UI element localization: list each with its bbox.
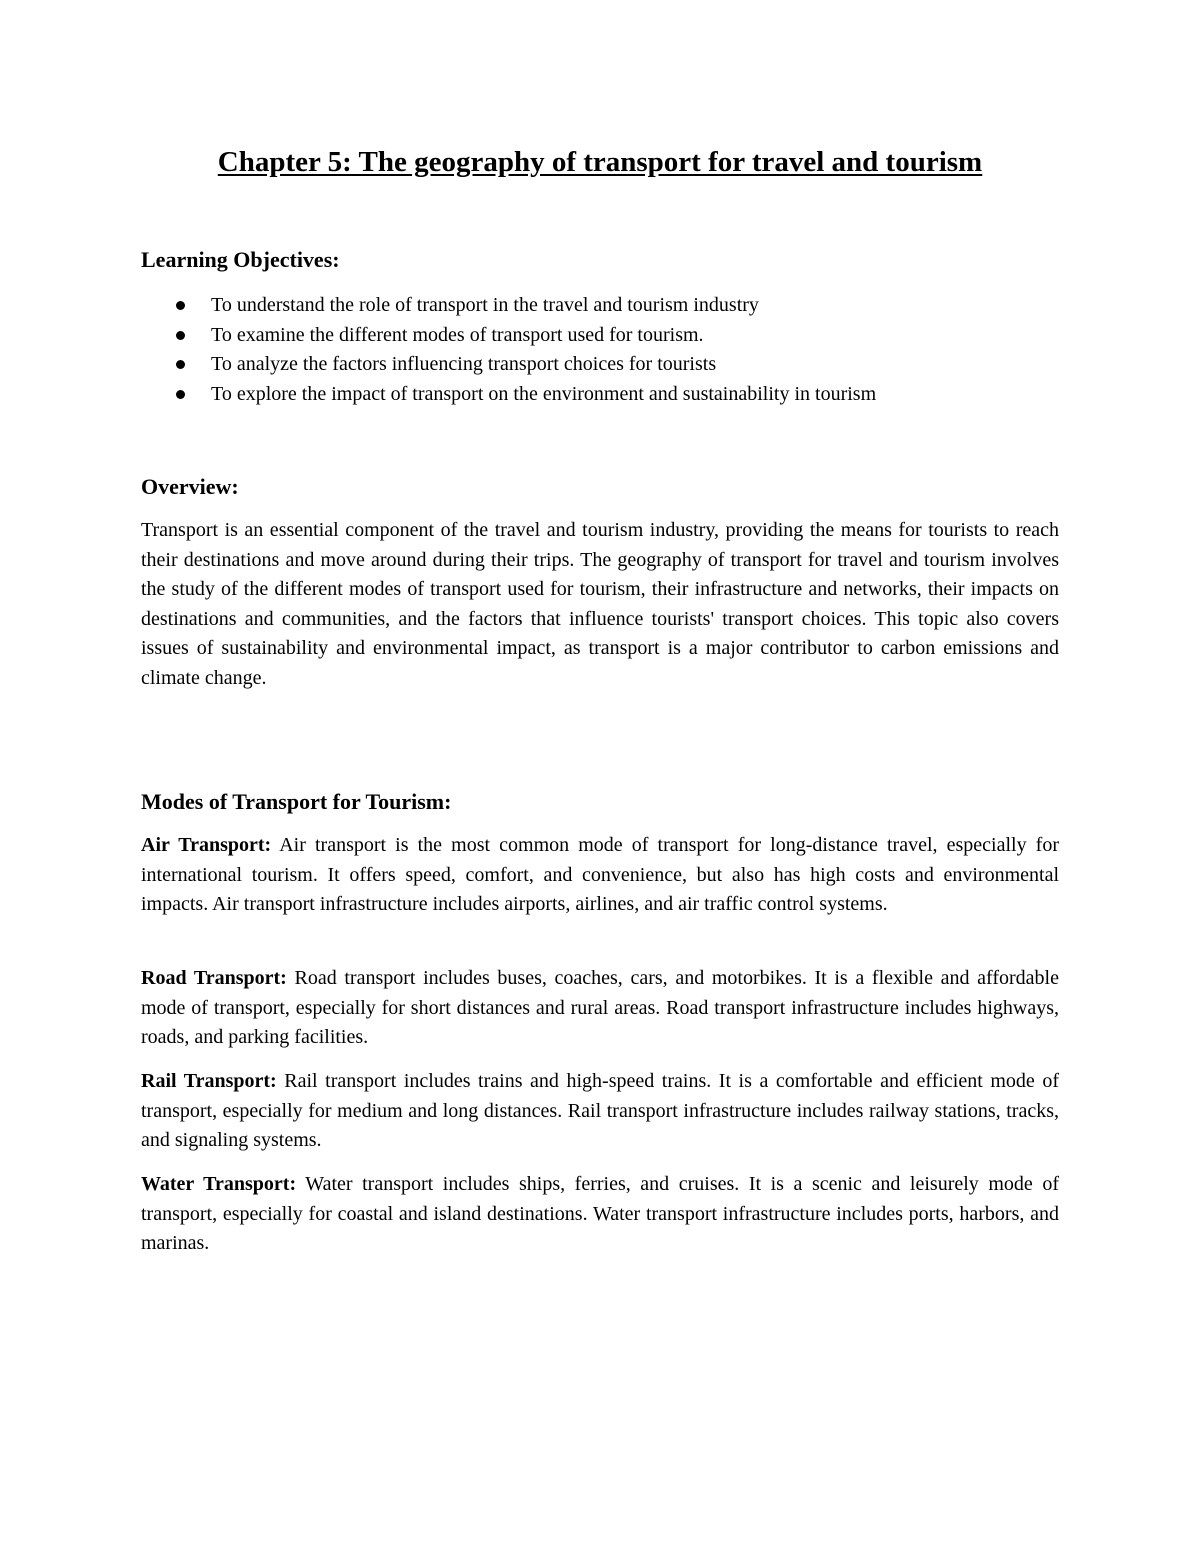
list-item	[141, 291, 1059, 321]
overview-paragraph: Transport is an essential component of the travel and tourism industry, providing the means for tourists to reach their destinations and move around during their trips. The geography of transport for travel and tourism involves the study of the different modes of transport used for tourism, their infrastructure and networks, their impacts on destinations and communities, and the factors that influence tourists' transport choices. This topic also covers issues of sustainability and environmental impact, as transport is a major contributor to carbon emissions and climate change.	[141, 519, 1059, 689]
list-item	[141, 380, 1059, 410]
objective-text: To explore the impact of transport on the environment and sustainability in tourism	[211, 382, 877, 405]
bullet-icon	[176, 301, 185, 310]
bullet-icon	[176, 360, 185, 369]
water-transport-term: Water Transport:	[141, 1173, 297, 1195]
bullet-icon	[176, 331, 185, 340]
rail-transport-text: Rail transport includes trains and high-speed trains. It is a comfortable and efficient mode of transport, especially for medium and long distances. Rail transport infrastructure includes railway stations, tracks, and signaling systems.	[141, 1070, 1059, 1152]
road-transport-text: Road transport includes buses, coaches, cars, and motorbikes. It is a flexible and affordable mode of transport, especially for short distances and rural areas. Road transport infrastructure includes highways, roads, and parking facilities.	[141, 967, 1059, 1049]
road-transport-paragraph	[141, 964, 1059, 1053]
modes-heading: Modes of Transport for Tourism:	[141, 789, 452, 814]
list-item	[141, 321, 1059, 351]
objective-text: To examine the different modes of transport used for tourism.	[211, 323, 704, 346]
rail-transport-term: Rail Transport:	[141, 1070, 277, 1092]
objective-text: To analyze the factors influencing transport choices for tourists	[211, 353, 717, 375]
overview-heading: Overview:	[141, 474, 239, 499]
air-transport-paragraph	[141, 831, 1059, 920]
chapter-title: Chapter 5: The geography of transport for travel and tourism	[217, 146, 983, 178]
rail-transport-paragraph	[141, 1067, 1059, 1156]
document-page	[141, 0, 1059, 1553]
objective-text: To understand the role of transport in the travel and tourism industry	[211, 294, 759, 316]
list-item	[141, 350, 1059, 380]
road-transport-term: Road Transport:	[141, 967, 287, 989]
learning-objectives-heading: Learning Objectives:	[141, 247, 340, 272]
air-transport-text: Air transport is the most common mode of transport for long-distance travel, especially for international tourism. It offers speed, comfort, and convenience, but also has high costs and environmental impacts. Air transport infrastructure includes airports, airlines, and air traffic control systems.	[141, 834, 1059, 916]
water-transport-text: Water transport includes ships, ferries, and cruises. It is a scenic and leisurely mode of transport, especially for coastal and island destinations. Water transport infrastructure includes ports, harbors, and marinas.	[141, 1173, 1059, 1255]
learning-objectives-list	[141, 291, 1059, 409]
water-transport-paragraph	[141, 1170, 1059, 1259]
bullet-icon	[176, 390, 185, 399]
air-transport-term: Air Transport:	[141, 834, 272, 856]
